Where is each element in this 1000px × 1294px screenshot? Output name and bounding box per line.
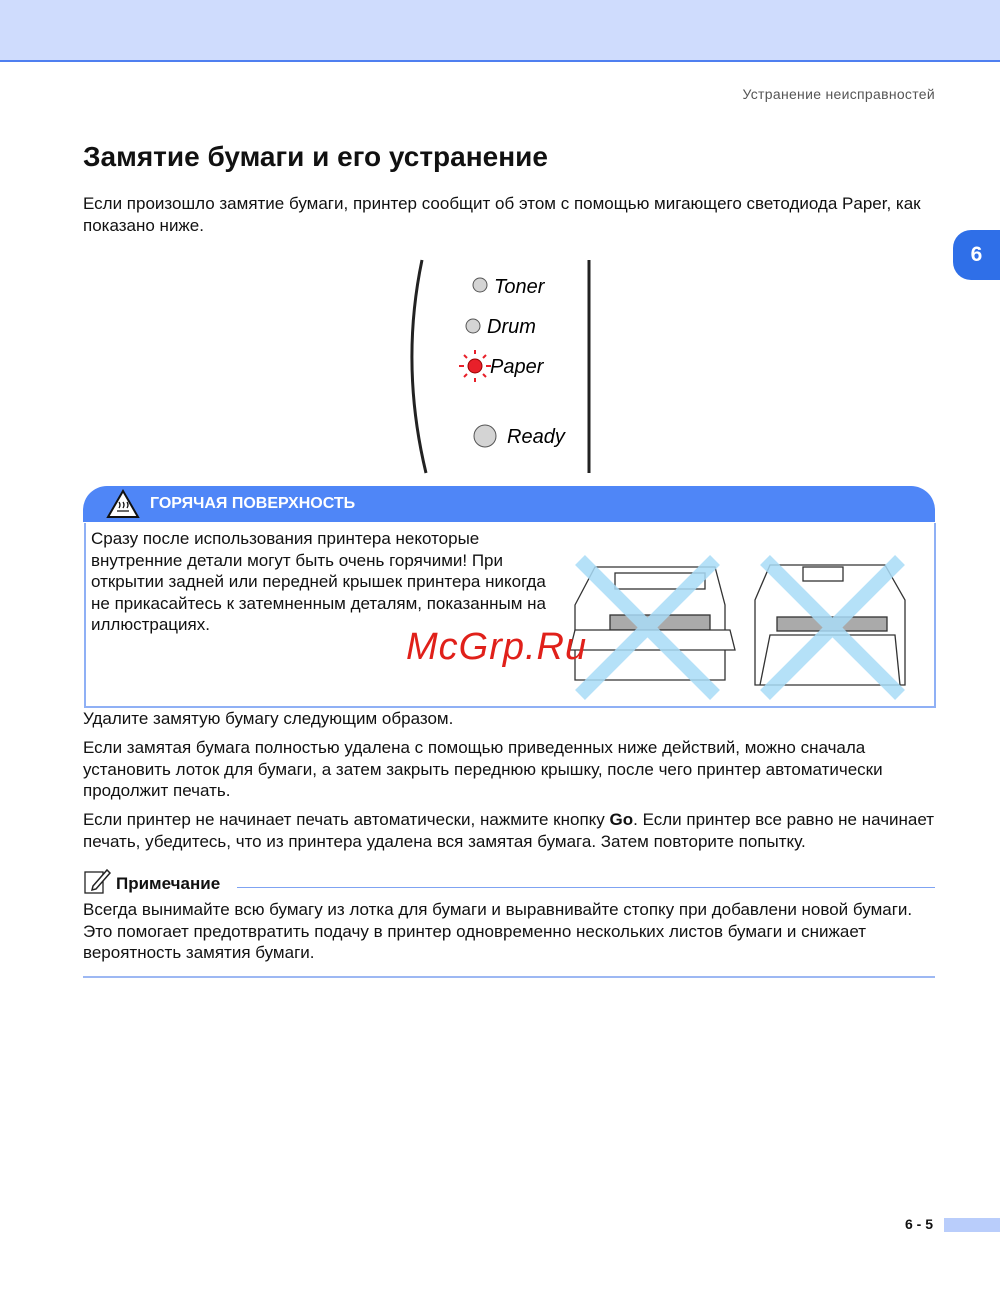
hot-surface-icon xyxy=(106,489,140,519)
go-text-b: . Если принтер все равно не начинает печать, убедитесь, что из принтера удалена вся замятая бумага. Затем повторите попытку. xyxy=(83,810,935,851)
note-title: Примечание xyxy=(116,874,221,893)
paragraph-go-button xyxy=(83,809,943,852)
led-label-drum: Drum xyxy=(487,316,536,338)
note-text: Всегда вынимайте всю бумагу из лотка для бумаги и выравнивайте стопку при добавлени новой бумаги. Это помогает предотвратить подачу в принтер одновременно нескольких листов бумаги и снижает вероятность замятия бумаги. xyxy=(83,900,913,962)
section-title: Устранение неисправностей xyxy=(742,86,935,102)
printer-illustrations xyxy=(565,555,910,700)
footer-bar xyxy=(944,1218,1000,1232)
page-number: 6 - 5 xyxy=(905,1216,934,1232)
note-pencil-icon xyxy=(83,867,111,895)
intro-text: Если произошло замятие бумаги, принтер сообщит об этом с помощью мигающего светодиода Paper, как показано ниже. xyxy=(83,194,921,235)
watermark: McGrp.Ru xyxy=(406,626,588,668)
ready-led-icon xyxy=(474,425,496,447)
header-band xyxy=(0,0,1000,62)
led-label-ready: Ready xyxy=(507,426,565,448)
go-button-label: Go xyxy=(609,810,634,829)
toner-led-icon xyxy=(473,278,487,292)
drum-led-icon xyxy=(466,319,480,333)
panel-left-edge xyxy=(412,260,426,473)
note-divider xyxy=(237,887,935,888)
paragraph-remove-paper: Удалите замятую бумагу следующим образом. xyxy=(83,709,454,728)
led-panel-illustration xyxy=(400,255,610,480)
warning-text: Сразу после использования принтера некоторые внутренние детали могут быть очень горячими! При открытии задней или передней крышек принтера никогда не прикасайтесь к затемненным деталям, показанным на иллюстрациях. xyxy=(91,529,546,634)
go-text-a: Если принтер не начинает печать автоматически, нажмите кнопку xyxy=(83,810,610,829)
led-label-toner: Toner xyxy=(494,276,545,298)
led-label-paper: Paper xyxy=(490,356,544,378)
paragraph-auto-resume: Если замятая бумага полностью удалена с помощью приведенных ниже действий, можно сначала установить лоток для бумаги, а затем закрыть переднюю крышку, после чего принтер автоматически продолжит печать. xyxy=(83,738,883,800)
chapter-tab[interactable]: 6 xyxy=(953,230,1000,280)
warning-title: ГОРЯЧАЯ ПОВЕРХНОСТЬ xyxy=(150,495,356,512)
note-bottom-divider xyxy=(83,976,935,978)
paper-led-blinking-icon xyxy=(459,350,491,382)
page-title: Замятие бумаги и его устранение xyxy=(83,141,548,172)
